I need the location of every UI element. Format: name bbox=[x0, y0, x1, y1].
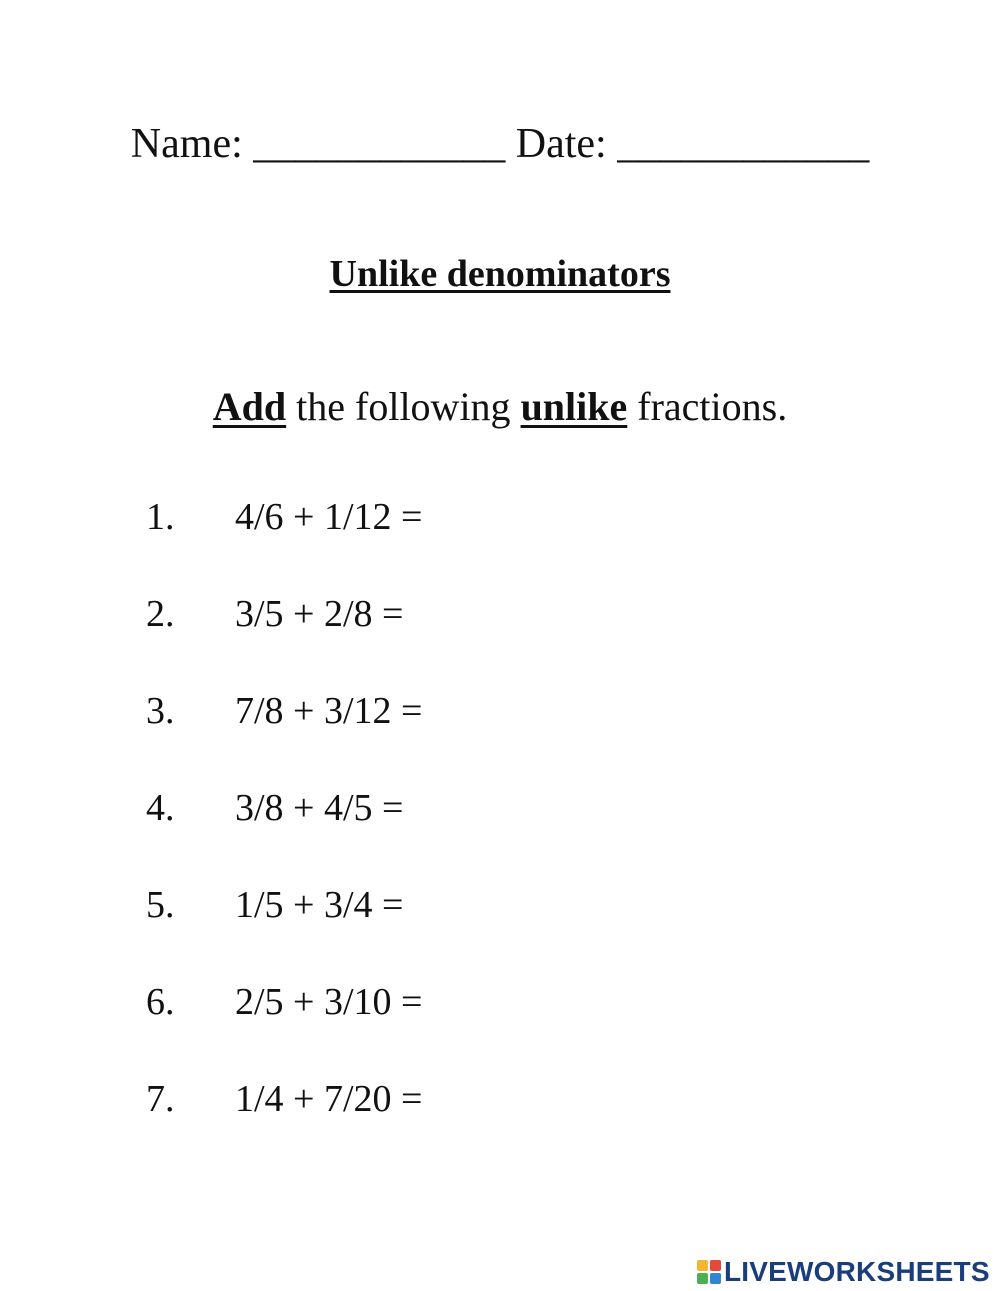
problem-number: 5. bbox=[146, 884, 175, 926]
problem-expression: 1/4 + 7/20 = bbox=[235, 1078, 423, 1120]
problem-number: 3. bbox=[146, 690, 175, 732]
problem-expression: 1/5 + 3/4 = bbox=[235, 884, 404, 926]
problem-number: 1. bbox=[146, 496, 175, 538]
problem-item bbox=[146, 880, 846, 977]
worksheet-title bbox=[0, 250, 1000, 298]
instruction-add: Add bbox=[212, 384, 287, 429]
worksheet-title-text: Unlike denominators bbox=[329, 253, 671, 295]
problem-number: 6. bbox=[146, 981, 175, 1023]
problem-expression: 4/6 + 1/12 = bbox=[235, 496, 423, 538]
instruction-unlike: unlike bbox=[520, 384, 628, 429]
logo-tile bbox=[710, 1273, 721, 1284]
logo-tile bbox=[697, 1273, 708, 1284]
logo-tile bbox=[710, 1260, 721, 1271]
problem-item bbox=[146, 783, 846, 880]
brand-wordmark: LIVEWORKSHEETS bbox=[724, 1256, 990, 1287]
problem-expression: 7/8 + 3/12 = bbox=[235, 690, 423, 732]
logo-tile bbox=[697, 1260, 708, 1271]
problem-number: 7. bbox=[146, 1078, 175, 1120]
name-date-line: Name: ____________ Date: ____________ bbox=[130, 121, 870, 167]
problem-number: 4. bbox=[146, 787, 175, 829]
instruction-text-1: the following bbox=[286, 384, 521, 429]
problem-item bbox=[146, 977, 846, 1074]
problem-item bbox=[146, 589, 846, 686]
liveworksheets-brand[interactable] bbox=[697, 1254, 990, 1290]
problem-expression: 3/5 + 2/8 = bbox=[235, 593, 404, 635]
problem-expression: 3/8 + 4/5 = bbox=[235, 787, 404, 829]
problem-list bbox=[146, 492, 846, 1171]
liveworksheets-logo-icon bbox=[697, 1260, 721, 1284]
problem-item bbox=[146, 1074, 846, 1171]
instruction-text-2: fractions. bbox=[627, 384, 788, 429]
problem-number: 2. bbox=[146, 593, 175, 635]
problem-item bbox=[146, 686, 846, 783]
problem-item bbox=[146, 492, 846, 589]
instruction-line bbox=[0, 382, 1000, 432]
problem-expression: 2/5 + 3/10 = bbox=[235, 981, 423, 1023]
